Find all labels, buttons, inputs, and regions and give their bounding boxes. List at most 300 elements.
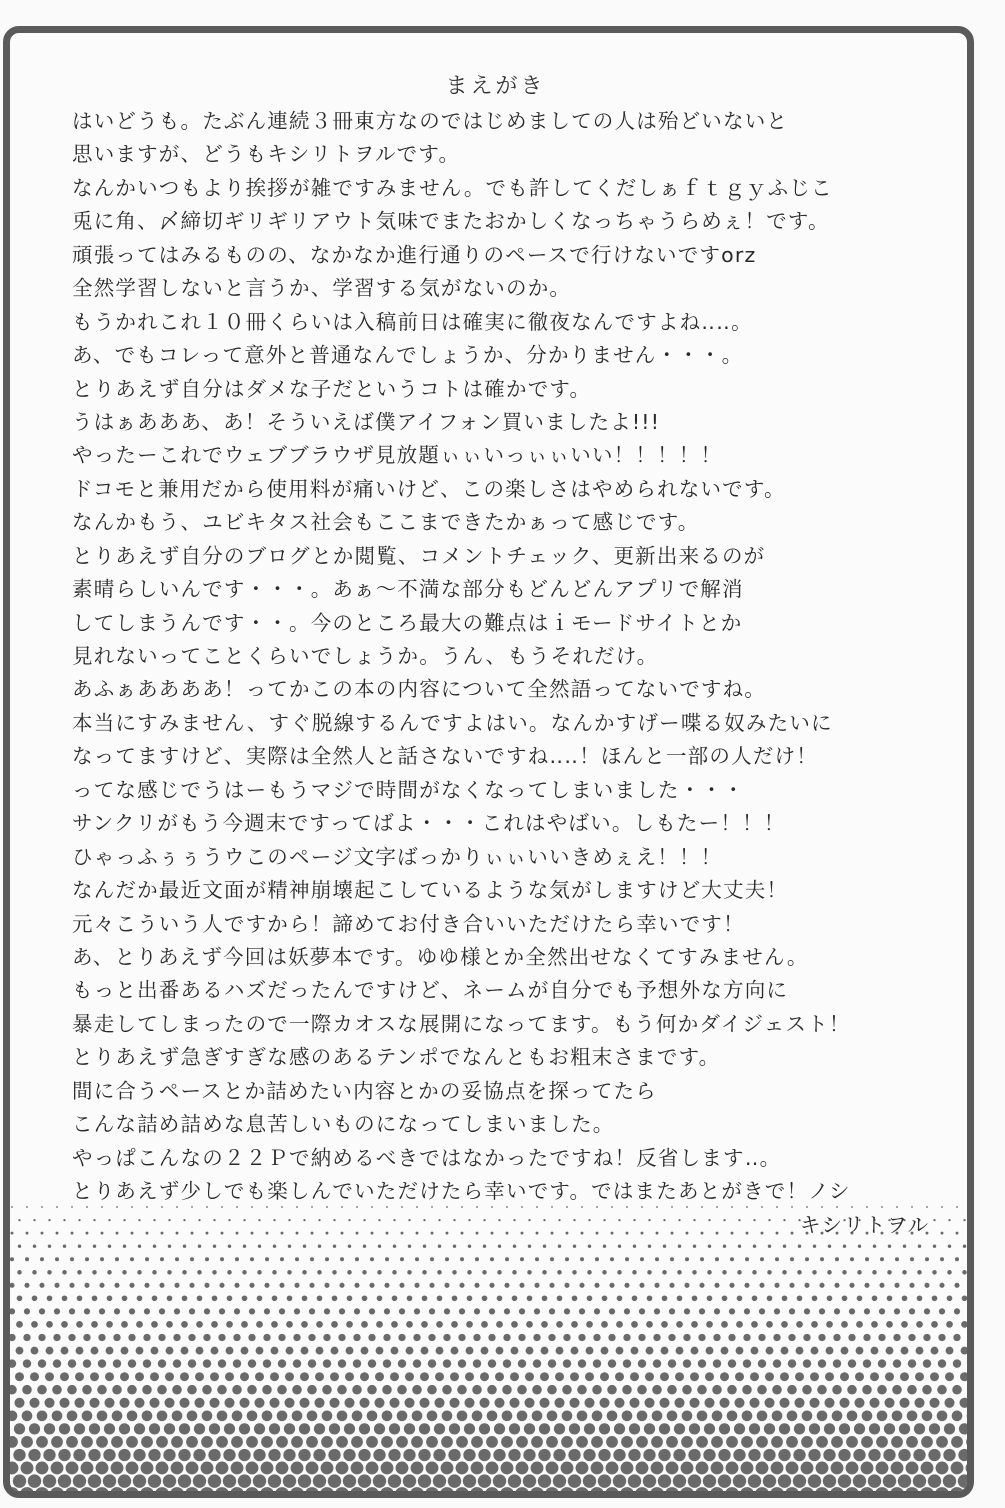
- halftone-dot: [473, 1359, 481, 1367]
- halftone-dot: [878, 1334, 885, 1341]
- halftone-dot: [726, 1462, 739, 1475]
- halftone-dot: [370, 1257, 374, 1261]
- halftone-dot: [902, 1295, 908, 1301]
- halftone-dot: [390, 1372, 399, 1381]
- halftone-dot: [590, 1487, 604, 1498]
- halftone-dot: [646, 1347, 654, 1355]
- halftone-dot: [159, 1308, 165, 1314]
- halftone-dot: [88, 1449, 100, 1461]
- halftone-dot: [221, 1232, 224, 1235]
- halftone-dot: [142, 1385, 152, 1395]
- halftone-dot: [249, 1308, 255, 1314]
- halftone-dot: [213, 1244, 216, 1247]
- halftone-dot: [482, 1295, 488, 1301]
- halftone-dot: [817, 1385, 827, 1395]
- halftone-dot: [493, 1474, 506, 1487]
- halftone-dot: [391, 1321, 398, 1328]
- halftone-dot: [175, 1257, 179, 1261]
- halftone-dot: [51, 1462, 64, 1475]
- halftone-dot: [26, 1206, 28, 1208]
- halftone-dot: [320, 1487, 334, 1498]
- halftone-dot: [603, 1219, 605, 1221]
- halftone-dot: [606, 1436, 618, 1448]
- halftone-dot: [615, 1372, 624, 1381]
- halftone-dot: [196, 1347, 204, 1355]
- halftone-dot: [603, 1244, 606, 1247]
- halftone-dot: [793, 1449, 805, 1461]
- halftone-dot: [466, 1321, 473, 1328]
- halftone-dot: [466, 1347, 474, 1355]
- halftone-dot: [728, 1334, 735, 1341]
- body-line: 見れないってことくらいでしょうか。うん、もうそれだけ。: [72, 644, 659, 668]
- halftone-dot: [907, 1385, 917, 1395]
- halftone-dot: [809, 1423, 820, 1434]
- halftone-dot: [711, 1462, 724, 1475]
- halftone-dot: [809, 1398, 819, 1408]
- halftone-dot: [749, 1398, 759, 1408]
- halftone-dot: [119, 1423, 130, 1434]
- body-line: なんだか最近文面が精神崩壊起こしているような気がしますけど大丈夫！: [72, 878, 789, 903]
- halftone-dot: [766, 1347, 774, 1355]
- halftone-dot: [588, 1219, 590, 1221]
- halftone-dot: [519, 1283, 524, 1288]
- halftone-dot: [883, 1449, 895, 1461]
- halftone-dot: [23, 1359, 31, 1367]
- halftone-dot: [554, 1423, 565, 1434]
- halftone-dot: [313, 1474, 326, 1487]
- halftone-dot: [871, 1321, 878, 1328]
- halftone-dot: [676, 1347, 684, 1355]
- halftone-dot: [248, 1359, 256, 1367]
- halftone-dot: [793, 1474, 806, 1487]
- halftone-dot: [738, 1244, 741, 1247]
- halftone-dot: [377, 1295, 383, 1301]
- halftone-dot: [59, 1398, 69, 1408]
- halftone-dot: [843, 1244, 846, 1247]
- halftone-dot: [136, 1347, 144, 1355]
- halftone-dot: [219, 1308, 225, 1314]
- body-line: なんかいつもより挨拶が雑ですみません。でも許してくだしぁｆｔｇｙふじこ: [72, 175, 833, 200]
- halftone-dot: [355, 1257, 359, 1261]
- halftone-dot: [472, 1410, 483, 1421]
- halftone-dot: [65, 1487, 79, 1498]
- halftone-dot: [428, 1359, 436, 1367]
- halftone-dot: [43, 1474, 56, 1487]
- halftone-dot: [128, 1334, 135, 1341]
- halftone-dot: [233, 1334, 240, 1341]
- halftone-dot: [877, 1385, 887, 1395]
- halftone-dot: [83, 1359, 91, 1367]
- halftone-dot: [234, 1283, 239, 1288]
- halftone-dot: [591, 1436, 603, 1448]
- halftone-dot: [517, 1385, 527, 1395]
- halftone-dot: [884, 1423, 895, 1434]
- halftone-dot: [643, 1449, 655, 1461]
- halftone-dot: [573, 1244, 576, 1247]
- halftone-dot: [188, 1359, 196, 1367]
- halftone-dot: [136, 1321, 143, 1328]
- halftone-dot: [659, 1423, 670, 1434]
- halftone-dot: [126, 1462, 139, 1475]
- halftone-dot: [257, 1295, 263, 1301]
- halftone-dot: [601, 1321, 608, 1328]
- halftone-dot: [346, 1321, 353, 1328]
- halftone-dot: [761, 1232, 764, 1235]
- halftone-dot: [316, 1321, 323, 1328]
- halftone-dot: [746, 1232, 749, 1235]
- body-line: してしまうんです・・。今のところ最大の難点はｉモードサイトとか: [72, 610, 743, 635]
- halftone-dot: [54, 1283, 59, 1288]
- halftone-dot: [277, 1385, 287, 1395]
- halftone-dot: [808, 1474, 821, 1487]
- halftone-dot: [18, 1219, 20, 1221]
- halftone-dot: [675, 1372, 684, 1381]
- halftone-dot: [203, 1334, 210, 1341]
- halftone-dot: [723, 1244, 726, 1247]
- halftone-dot: [85, 1257, 89, 1261]
- halftone-dot: [894, 1283, 899, 1288]
- halftone-dot: [824, 1423, 835, 1434]
- halftone-dot: [609, 1283, 614, 1288]
- halftone-dot: [513, 1244, 516, 1247]
- halftone-dot: [490, 1257, 494, 1261]
- halftone-dot: [474, 1283, 479, 1288]
- halftone-dot: [348, 1219, 350, 1221]
- halftone-dot: [946, 1347, 954, 1355]
- halftone-dot: [898, 1474, 911, 1487]
- halftone-dot: [445, 1257, 449, 1261]
- halftone-dot: [928, 1449, 940, 1461]
- halftone-dot: [707, 1295, 713, 1301]
- halftone-dot: [276, 1436, 288, 1448]
- halftone-dot: [131, 1232, 134, 1235]
- halftone-dot: [187, 1410, 198, 1421]
- halftone-dot: [119, 1398, 129, 1408]
- halftone-dot: [380, 1487, 394, 1498]
- halftone-dot: [341, 1232, 344, 1235]
- halftone-dot: [665, 1487, 679, 1498]
- halftone-dot: [734, 1423, 745, 1434]
- halftone-dot: [640, 1257, 644, 1261]
- halftone-dot: [500, 1487, 514, 1498]
- halftone-dot: [433, 1449, 445, 1461]
- halftone-dot: [488, 1359, 496, 1367]
- halftone-dot: [736, 1321, 743, 1328]
- halftone-dot: [783, 1219, 785, 1221]
- halftone-dot: [498, 1219, 500, 1221]
- halftone-dot: [786, 1436, 798, 1448]
- halftone-dot: [959, 1398, 967, 1408]
- halftone-dot: [622, 1410, 633, 1421]
- halftone-dot: [722, 1270, 727, 1275]
- halftone-dot: [393, 1219, 395, 1221]
- halftone-dot: [779, 1423, 790, 1434]
- halftone-dot: [325, 1257, 329, 1261]
- halftone-dot: [351, 1436, 363, 1448]
- halftone-dot: [225, 1372, 234, 1381]
- halftone-dot: [526, 1347, 534, 1355]
- halftone-dot: [628, 1449, 640, 1461]
- halftone-dot: [459, 1308, 465, 1314]
- halftone-dot: [228, 1219, 230, 1221]
- halftone-dot: [32, 1270, 37, 1275]
- body-line: 本当にすみません、すぐ脱線するんですよはい。なんかすげー喋る奴みたいに: [72, 710, 833, 735]
- halftone-dot: [886, 1321, 893, 1328]
- halftone-dot: [719, 1398, 729, 1408]
- halftone-dot: [901, 1347, 909, 1355]
- halftone-dot: [122, 1270, 127, 1275]
- halftone-dot: [533, 1334, 540, 1341]
- halftone-dot: [865, 1257, 869, 1261]
- halftone-dot: [771, 1436, 783, 1448]
- halftone-dot: [715, 1257, 719, 1261]
- halftone-dot: [900, 1372, 909, 1381]
- halftone-dot: [133, 1449, 145, 1461]
- halftone-dot: [331, 1321, 338, 1328]
- halftone-dot: [323, 1359, 331, 1367]
- halftone-dot: [270, 1372, 279, 1381]
- halftone-dot: [611, 1232, 614, 1235]
- halftone-dot: [52, 1410, 63, 1421]
- halftone-dot: [598, 1449, 610, 1461]
- halftone-dot: [113, 1359, 121, 1367]
- halftone-dot: [923, 1334, 930, 1341]
- halftone-dot: [138, 1244, 141, 1247]
- halftone-dot: [303, 1244, 306, 1247]
- halftone-dot: [448, 1474, 461, 1487]
- halftone-dot: [645, 1372, 654, 1381]
- halftone-dot: [708, 1244, 711, 1247]
- halftone-dot: [47, 1270, 52, 1275]
- halftone-dot: [563, 1359, 571, 1367]
- halftone-dot: [573, 1219, 575, 1221]
- halftone-dot: [616, 1347, 624, 1355]
- halftone-dot: [149, 1423, 160, 1434]
- body-line: 思いますが、どうもキシリトヲルです。: [72, 142, 461, 167]
- halftone-dot: [511, 1321, 518, 1328]
- halftone-dot: [453, 1244, 456, 1247]
- halftone-dot: [929, 1423, 940, 1434]
- halftone-dot: [502, 1385, 512, 1395]
- halftone-dot: [539, 1398, 549, 1408]
- halftone-dot: [150, 1372, 159, 1381]
- halftone-dot: [521, 1232, 524, 1235]
- halftone-dot: [591, 1462, 604, 1475]
- halftone-dot: [839, 1423, 850, 1434]
- halftone-dot: [24, 1283, 29, 1288]
- halftone-dot: [887, 1295, 893, 1301]
- halftone-dot: [781, 1347, 789, 1355]
- halftone-dot: [120, 1372, 129, 1381]
- halftone-dot: [932, 1295, 938, 1301]
- halftone-dot: [757, 1385, 767, 1395]
- halftone-dot: [908, 1334, 915, 1341]
- halftone-dot: [10, 1487, 19, 1498]
- halftone-dot: [271, 1321, 278, 1328]
- halftone-dot: [227, 1295, 233, 1301]
- halftone-dot: [179, 1398, 189, 1408]
- halftone-dot: [204, 1283, 209, 1288]
- halftone-dot: [596, 1232, 599, 1235]
- halftone-dot: [337, 1410, 348, 1421]
- halftone-dot: [137, 1295, 143, 1301]
- halftone-dot: [37, 1410, 48, 1421]
- halftone-dot: [322, 1410, 333, 1421]
- halftone-dot: [344, 1398, 354, 1408]
- halftone-dot: [751, 1321, 758, 1328]
- halftone-dot: [563, 1334, 570, 1341]
- halftone-dot: [187, 1385, 197, 1395]
- halftone-dot: [666, 1462, 679, 1475]
- halftone-dot: [446, 1232, 449, 1235]
- halftone-dot: [433, 1474, 446, 1487]
- halftone-dot: [966, 1436, 967, 1448]
- halftone-dot: [458, 1334, 465, 1341]
- halftone-dot: [314, 1398, 324, 1408]
- body-line: もうかれこれ１０冊くらいは入稿前日は確実に徹夜なんですよね‥‥。: [72, 309, 753, 334]
- halftone-dot: [725, 1487, 739, 1498]
- halftone-dot: [667, 1410, 678, 1421]
- halftone-dot: [862, 1410, 873, 1421]
- halftone-dot: [556, 1347, 564, 1355]
- halftone-dot: [759, 1308, 765, 1314]
- halftone-dot: [253, 1449, 265, 1461]
- halftone-dot: [241, 1347, 249, 1355]
- halftone-dot: [404, 1398, 414, 1408]
- halftone-dot: [703, 1449, 715, 1461]
- halftone-dot: [280, 1257, 284, 1261]
- halftone-dot: [164, 1398, 174, 1408]
- halftone-dot: [434, 1398, 444, 1408]
- halftone-dot: [168, 1244, 171, 1247]
- halftone-dot: [157, 1410, 168, 1421]
- halftone-dot: [31, 1321, 38, 1328]
- halftone-dot: [140, 1487, 154, 1498]
- halftone-dot: [161, 1232, 164, 1235]
- halftone-dot: [961, 1347, 967, 1355]
- halftone-dot: [11, 1206, 13, 1208]
- halftone-dot: [629, 1398, 639, 1408]
- halftone-dot: [10, 1359, 16, 1367]
- halftone-dot: [337, 1385, 347, 1395]
- halftone-dot: [125, 1487, 139, 1498]
- halftone-dot: [471, 1436, 483, 1448]
- halftone-dot: [602, 1295, 608, 1301]
- halftone-dot: [494, 1398, 504, 1408]
- halftone-dot: [152, 1295, 158, 1301]
- halftone-dot: [909, 1308, 915, 1314]
- halftone-dot: [467, 1295, 473, 1301]
- halftone-dot: [129, 1308, 135, 1314]
- halftone-dot: [501, 1436, 513, 1448]
- body-line: とりあえず自分のブログとか閲覧、コメントチェック、更新出来るのが: [72, 543, 766, 568]
- halftone-dot: [453, 1219, 455, 1221]
- halftone-dot: [569, 1423, 580, 1434]
- halftone-dot: [737, 1295, 743, 1301]
- halftone-dot: [674, 1423, 685, 1434]
- halftone-dot: [352, 1385, 362, 1395]
- halftone-dot: [795, 1372, 804, 1381]
- halftone-dot: [68, 1359, 76, 1367]
- halftone-dot: [50, 1487, 64, 1498]
- halftone-dot: [818, 1359, 826, 1367]
- halftone-dot: [262, 1410, 273, 1421]
- halftone-dot: [518, 1359, 526, 1367]
- halftone-dot: [654, 1283, 659, 1288]
- halftone-dot: [712, 1385, 722, 1395]
- halftone-dot: [397, 1385, 407, 1395]
- halftone-dot: [179, 1423, 190, 1434]
- halftone-dot: [863, 1334, 870, 1341]
- halftone-dot: [719, 1423, 730, 1434]
- halftone-dot: [471, 1462, 484, 1475]
- halftone-dot: [308, 1334, 315, 1341]
- halftone-dot: [204, 1308, 210, 1314]
- halftone-dot: [496, 1347, 504, 1355]
- halftone-dot: [663, 1219, 665, 1221]
- halftone-dot: [593, 1359, 601, 1367]
- halftone-dot: [91, 1321, 98, 1328]
- halftone-dot: [330, 1372, 339, 1381]
- halftone-dot: [647, 1295, 653, 1301]
- halftone-dot: [576, 1462, 589, 1475]
- halftone-dot: [755, 1487, 769, 1498]
- halftone-dot: [412, 1410, 423, 1421]
- halftone-dot: [853, 1474, 866, 1487]
- halftone-dot: [359, 1398, 369, 1408]
- halftone-dot: [493, 1449, 505, 1461]
- halftone-dot: [326, 1232, 329, 1235]
- halftone-dot: [329, 1398, 339, 1408]
- halftone-dot: [295, 1257, 299, 1261]
- halftone-dot: [245, 1487, 259, 1498]
- halftone-dot: [886, 1347, 894, 1355]
- halftone-dot: [797, 1295, 803, 1301]
- halftone-dot: [242, 1295, 248, 1301]
- halftone-dot: [422, 1295, 428, 1301]
- halftone-dot: [708, 1219, 710, 1221]
- halftone-dot: [163, 1449, 175, 1461]
- halftone-dot: [196, 1321, 203, 1328]
- halftone-dot: [614, 1398, 624, 1408]
- halftone-dot: [160, 1257, 164, 1261]
- halftone-dot: [58, 1474, 71, 1487]
- halftone-dot: [898, 1449, 910, 1461]
- halftone-dot: [438, 1219, 440, 1221]
- halftone-dot: [389, 1423, 400, 1434]
- halftone-dot: [256, 1321, 263, 1328]
- halftone-dot: [97, 1385, 107, 1395]
- halftone-dot: [414, 1283, 419, 1288]
- halftone-dot: [877, 1410, 888, 1421]
- halftone-dot: [757, 1410, 768, 1421]
- halftone-dot: [950, 1487, 964, 1498]
- halftone-dot: [652, 1385, 662, 1395]
- halftone-dot: [651, 1462, 664, 1475]
- halftone-dot: [835, 1257, 839, 1261]
- page-title: まえがき: [445, 74, 546, 99]
- halftone-dot: [376, 1347, 384, 1355]
- halftone-dot: [655, 1257, 659, 1261]
- halftone-dot: [952, 1410, 963, 1421]
- halftone-dot: [323, 1334, 330, 1341]
- halftone-dot: [633, 1244, 636, 1247]
- halftone-dot: [88, 1474, 101, 1487]
- halftone-dot: [146, 1232, 149, 1235]
- halftone-dot: [123, 1244, 126, 1247]
- halftone-dot: [89, 1423, 100, 1434]
- halftone-dot: [122, 1295, 128, 1301]
